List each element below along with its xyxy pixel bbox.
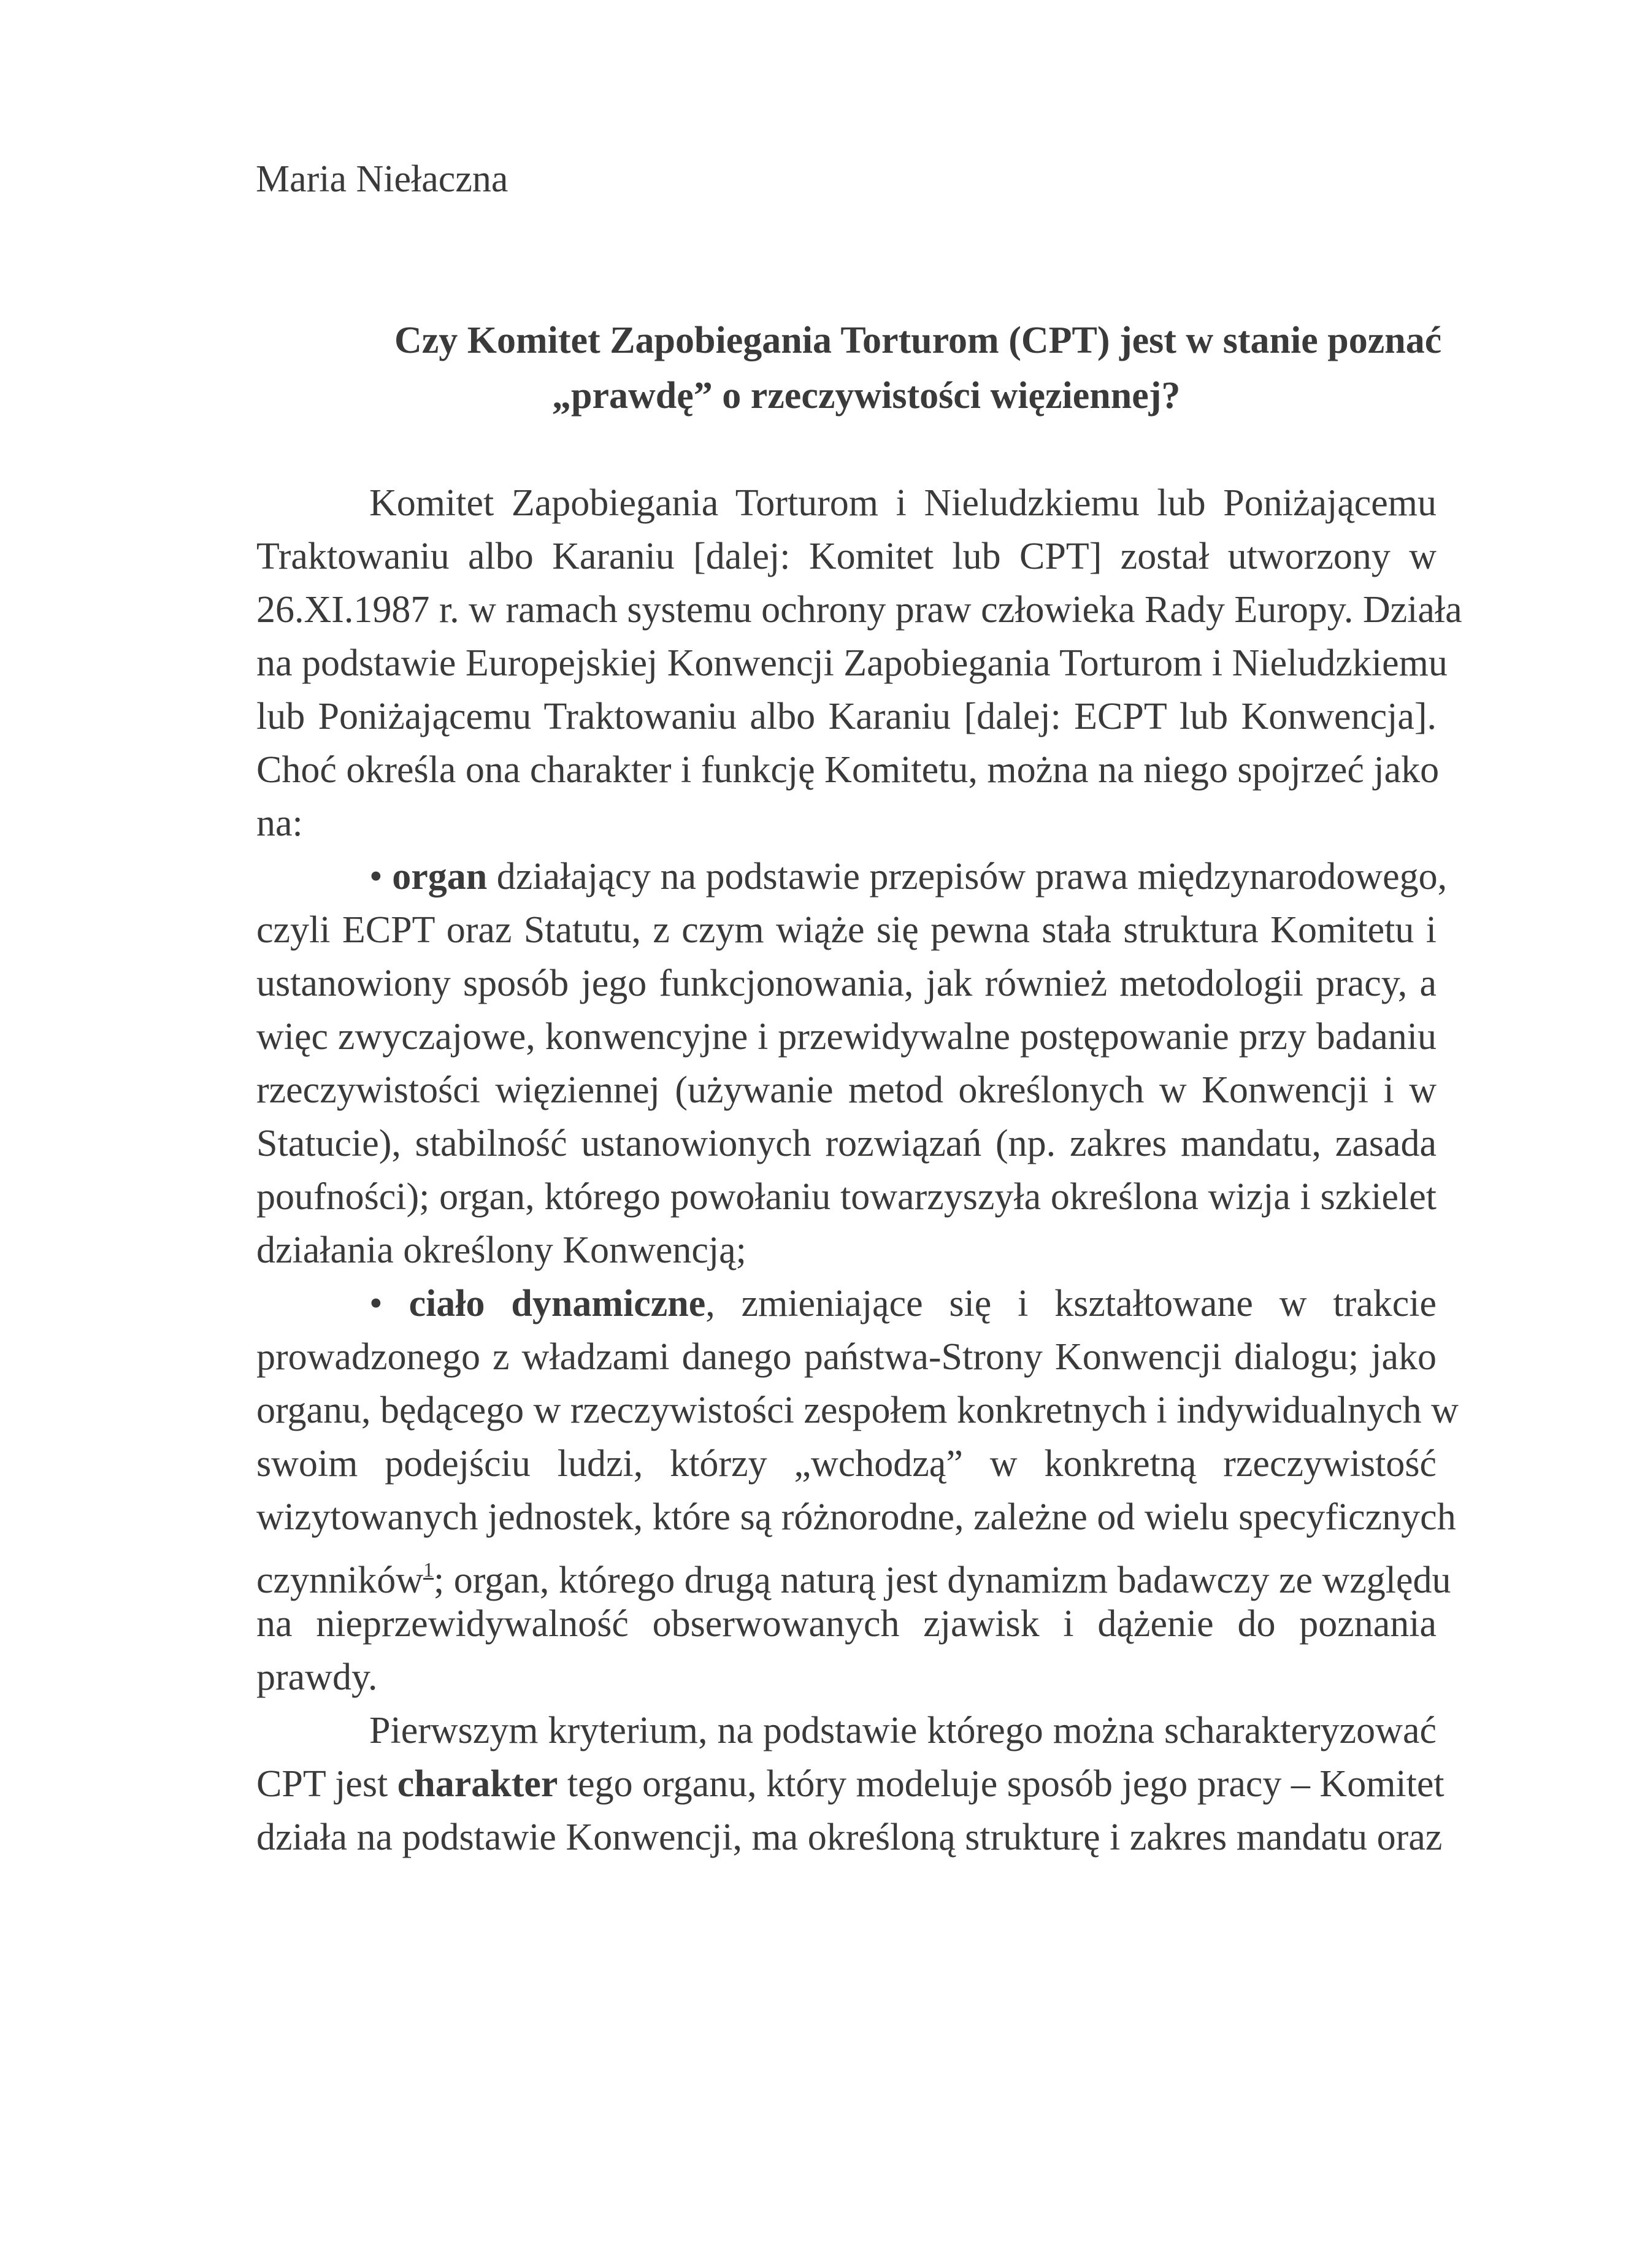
body-line: Komitet Zapobiegania Torturom i Nieludzkiemu lub Poniżającemu: [369, 482, 1437, 524]
bullet-text: działający na podstawie przepisów prawa międzynarodowego,: [487, 856, 1448, 898]
bold-term-cialo-dynamiczne: ciało dynamiczne: [409, 1283, 706, 1324]
body-line: organu, będącego w rzeczywistości zespołem konkretnych i indywidualnych w: [256, 1390, 1459, 1431]
body-line: więc zwyczajowe, konwencyjne i przewidywalne postępowanie przy badaniu: [256, 1016, 1437, 1058]
body-line: ustanowiony sposób jego funkcjonowania, jak również metodologii pracy, a: [256, 963, 1437, 1004]
body-line: Choć określa ona charakter i funkcję Komitetu, można na niego spojrzeć jako: [256, 749, 1440, 791]
body-text: czynników: [256, 1559, 424, 1601]
body-line: na:: [256, 802, 303, 844]
body-line: 26.XI.1987 r. w ramach systemu ochrony praw człowieka Rady Europy. Działa: [256, 589, 1462, 631]
bullet-text: , zmieniające się i kształtowane w trakcie: [705, 1283, 1437, 1324]
body-line: lub Poniżającemu Traktowaniu albo Karaniu [dalej: ECPT lub Konwencja].: [256, 696, 1437, 737]
bullet-icon: •: [369, 1283, 383, 1324]
body-line: wizytowanych jednostek, które są różnorodne, zależne od wielu specyficznych: [256, 1496, 1456, 1538]
body-line: działa na podstawie Konwencji, ma określoną strukturę i zakres mandatu oraz: [256, 1816, 1443, 1858]
body-line: czyli ECPT oraz Statutu, z czym wiąże się pewna stała struktura Komitetu i: [256, 909, 1437, 951]
bold-term-organ: organ: [392, 856, 488, 898]
title-line-2: „prawdę” o rzeczywistości więziennej?: [552, 375, 1181, 417]
bullet-item-organ: [369, 852, 1448, 901]
body-line: rzeczywistości więziennej (używanie metod określonych w Konwencji i w: [256, 1069, 1437, 1111]
body-line: prowadzonego z władzami danego państwa-Strony Konwencji dialogu; jako: [256, 1336, 1437, 1378]
body-line: prawdy.: [256, 1656, 378, 1698]
body-line: Statucie), stabilność ustanowionych rozwiązań (np. zakres mandatu, zasada: [256, 1123, 1437, 1164]
body-line: swoim podejściu ludzi, którzy „wchodzą” w konkretną rzeczywistość: [256, 1443, 1437, 1485]
title-line-1: Czy Komitet Zapobiegania Torturom (CPT) jest w stanie poznać: [394, 320, 1442, 361]
body-line-with-bold: [256, 1759, 1444, 1809]
body-line: działania określony Konwencją;: [256, 1229, 746, 1271]
author-name: Maria Niełaczna: [256, 158, 508, 200]
body-line: na podstawie Europejskiej Konwencji Zapobiegania Torturom i Nieludzkiemu: [256, 642, 1448, 684]
bullet-icon: •: [369, 856, 383, 898]
body-text: CPT jest: [256, 1763, 397, 1805]
body-line: Traktowaniu albo Karaniu [dalej: Komitet lub CPT] został utworzony w: [256, 536, 1437, 577]
body-line: Pierwszym kryterium, na podstawie którego można scharakteryzować: [369, 1710, 1437, 1751]
body-line: na nieprzewidywalność obserwowanych zjawisk i dążenie do poznania: [256, 1603, 1437, 1645]
bold-term-charakter: charakter: [397, 1763, 558, 1805]
body-text: ; organ, którego drugą naturą jest dynamizm badawczy ze względu: [434, 1559, 1451, 1601]
bullet-item-cialo-dynamiczne: [369, 1279, 1437, 1328]
footnote-reference-link[interactable]: 1: [423, 1559, 434, 1582]
body-text: tego organu, który modeluje sposób jego pracy – Komitet: [558, 1763, 1444, 1805]
body-line-with-footnote: [256, 1546, 1451, 1601]
body-line: poufności); organ, którego powołaniu towarzyszyła określona wizja i szkielet: [256, 1176, 1437, 1218]
